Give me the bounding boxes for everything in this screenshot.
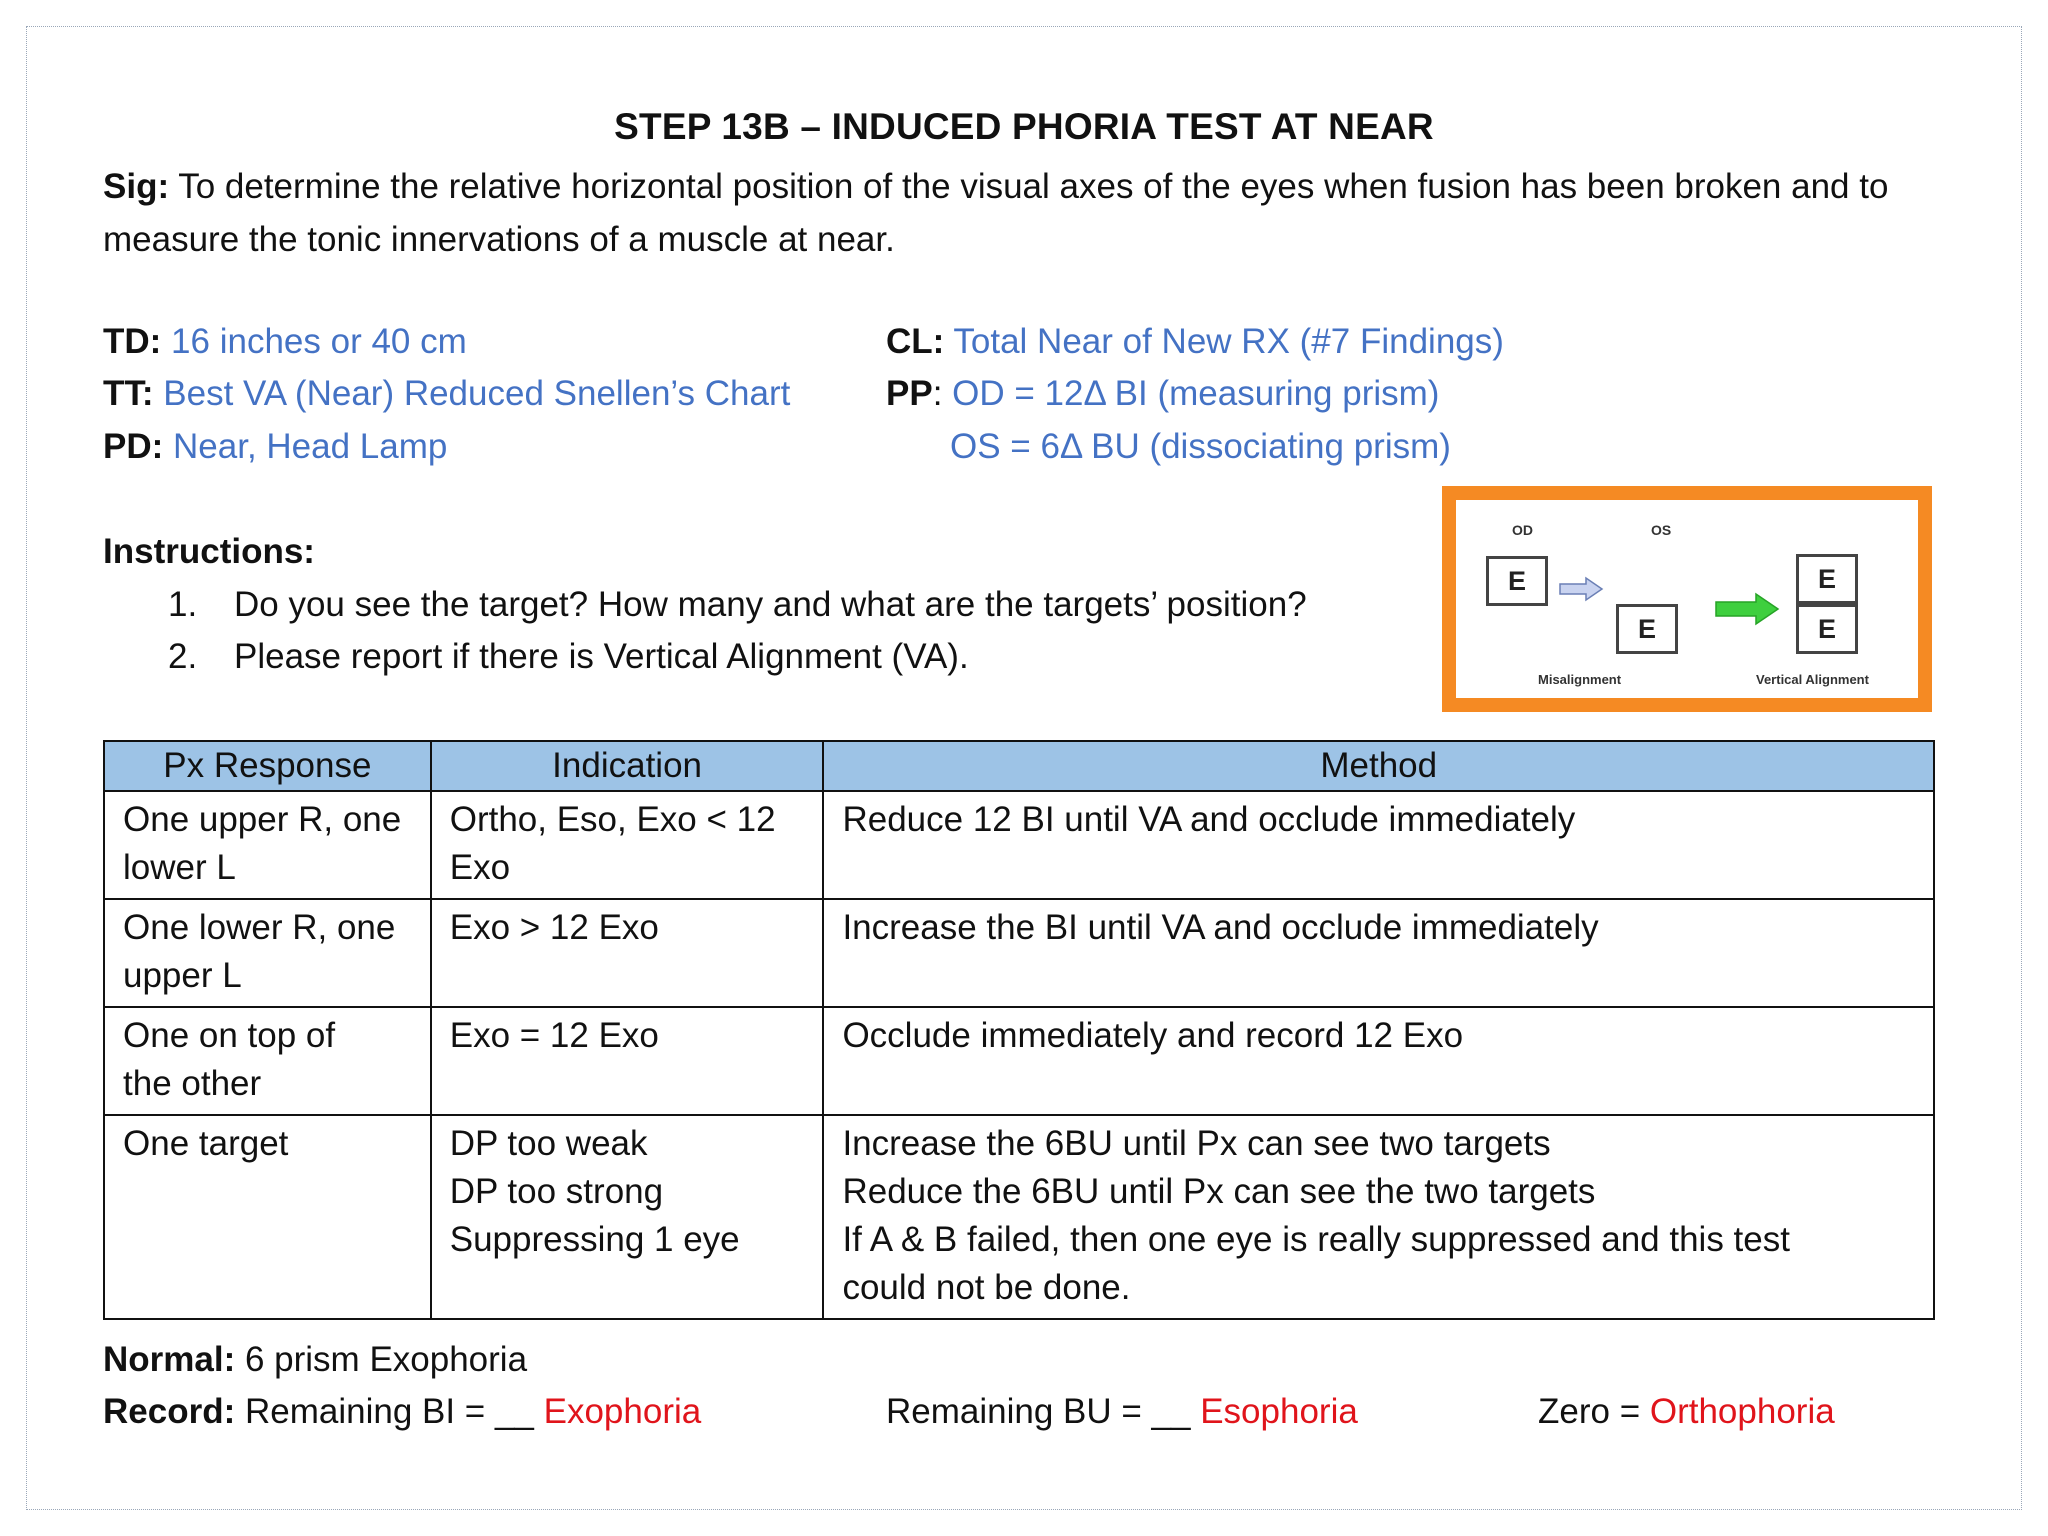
cell-response (104, 791, 431, 899)
cell-line: Reduce 12 BI until VA and occlude immediately (842, 800, 1576, 839)
cell-line: DP too weak (449, 1124, 648, 1163)
table-row (104, 1007, 1934, 1115)
header-indication: Indication (431, 741, 824, 791)
cell-line: Increase the 6BU until Px can see two targets (842, 1124, 1551, 1163)
cell-method (823, 791, 1934, 899)
cell-line: Reduce the 6BU until Px can see the two targets (842, 1172, 1596, 1211)
record-bu-result: Esophoria (1200, 1392, 1358, 1431)
record-bi-result: Exophoria (543, 1392, 702, 1431)
cell-line: upper L (123, 956, 242, 995)
cell-line: Exo (449, 848, 511, 887)
diagram-target-od: E (1486, 556, 1548, 606)
pd-value: Near, Head Lamp (173, 427, 448, 466)
tt-value: Best VA (Near) Reduced Snellen’s Chart (163, 374, 791, 413)
normal-value: 6 prism Exophoria (235, 1340, 528, 1379)
cl-label: CL: (886, 322, 945, 361)
cell-line: the other (123, 1064, 262, 1103)
normal-label: Normal: (103, 1340, 236, 1379)
record-bi-text: Remaining BI = __ (235, 1392, 544, 1431)
cell-line: One on top of (123, 1016, 336, 1055)
sig-paragraph (103, 160, 1983, 266)
instruction-text: Please report if there is Vertical Alignment (VA). (234, 637, 969, 676)
field-cl (886, 322, 1504, 362)
diagram-od-label: OD (1512, 522, 1533, 538)
cell-method (823, 1007, 1934, 1115)
diagram-aligned-top: E (1796, 554, 1858, 604)
cell-line: DP too strong (449, 1172, 664, 1211)
pp-value-od: OD = 12Δ BI (measuring prism) (952, 374, 1440, 413)
cell-line: Exo > 12 Exo (449, 908, 659, 947)
cell-indication (431, 1007, 824, 1115)
record-zero (1538, 1392, 1835, 1432)
instruction-number: 2. (168, 637, 198, 676)
pp-value-os: OS = 6Δ BU (dissociating prism) (950, 427, 1451, 466)
cell-line: Ortho, Eso, Exo < 12 (449, 800, 776, 839)
normal-line (103, 1340, 527, 1380)
cell-line: One lower R, one (123, 908, 396, 947)
instruction-item-1 (168, 585, 1418, 629)
field-pd (103, 427, 447, 467)
alignment-arrow-icon (1714, 592, 1780, 626)
pp-colon: : (932, 374, 943, 413)
cell-line: Suppressing 1 eye (449, 1220, 740, 1259)
record-bu-text: Remaining BU = __ (886, 1392, 1201, 1431)
record-zero-result: Orthophoria (1649, 1392, 1835, 1431)
cell-response (104, 1007, 431, 1115)
misalignment-label: Misalignment (1538, 672, 1622, 687)
field-td (103, 322, 467, 362)
table-row (104, 1115, 1934, 1319)
td-value: 16 inches or 40 cm (171, 322, 467, 361)
cell-indication (431, 899, 824, 1007)
instructions-title: Instructions: (103, 532, 315, 571)
tt-label: TT: (103, 374, 154, 413)
header-px-response: Px Response (104, 741, 431, 791)
alignment-diagram (1442, 486, 1932, 712)
record-label: Record: (103, 1392, 236, 1431)
cell-line: Increase the BI until VA and occlude immediately (842, 908, 1599, 947)
cell-line: One target (123, 1124, 289, 1163)
td-label: TD: (103, 322, 162, 361)
instruction-item-2 (168, 637, 1418, 681)
cell-response (104, 1115, 431, 1319)
cell-response (104, 899, 431, 1007)
sig-label: Sig: (103, 167, 170, 206)
record-bu (886, 1392, 1358, 1432)
method-table (103, 740, 1935, 1320)
table-row (104, 791, 1934, 899)
cell-line: lower L (123, 848, 236, 887)
field-tt (103, 374, 790, 414)
cell-indication (431, 791, 824, 899)
instruction-text: Do you see the target? How many and what are the targets’ position? (234, 585, 1307, 624)
diagram-target-os: E (1616, 604, 1678, 654)
page-title: STEP 13B – INDUCED PHORIA TEST AT NEAR (614, 106, 1434, 147)
pp-label: PP (886, 374, 933, 413)
cell-line: If A & B failed, then one eye is really suppressed and this test (842, 1220, 1790, 1259)
cl-value: Total Near of New RX (#7 Findings) (953, 322, 1504, 361)
vertical-alignment-label: Vertical Alignment (1756, 672, 1869, 687)
diagram-aligned-bottom: E (1796, 604, 1858, 654)
misalignment-arrow-icon (1558, 576, 1604, 602)
table-row (104, 899, 1934, 1007)
cell-line: could not be done. (842, 1268, 1131, 1307)
cell-line: One upper R, one (123, 800, 402, 839)
diagram-os-label: OS (1651, 522, 1672, 538)
cell-indication (431, 1115, 824, 1319)
record-zero-text: Zero = (1538, 1392, 1650, 1431)
field-pp-os (950, 427, 1451, 467)
cell-line: Exo = 12 Exo (449, 1016, 659, 1055)
cell-line: Occlude immediately and record 12 Exo (842, 1016, 1464, 1055)
instruction-number: 1. (168, 585, 198, 624)
sig-text: To determine the relative horizontal position of the visual axes of the eyes when fusion has been broken and to measure the tonic innervations of a muscle at near. (103, 167, 1889, 259)
field-pp (886, 374, 1439, 414)
header-method: Method (823, 741, 1934, 791)
pd-label: PD: (103, 427, 164, 466)
record-bi (103, 1392, 701, 1432)
table-header-row (104, 741, 1934, 791)
cell-method (823, 1115, 1934, 1319)
cell-method (823, 899, 1934, 1007)
